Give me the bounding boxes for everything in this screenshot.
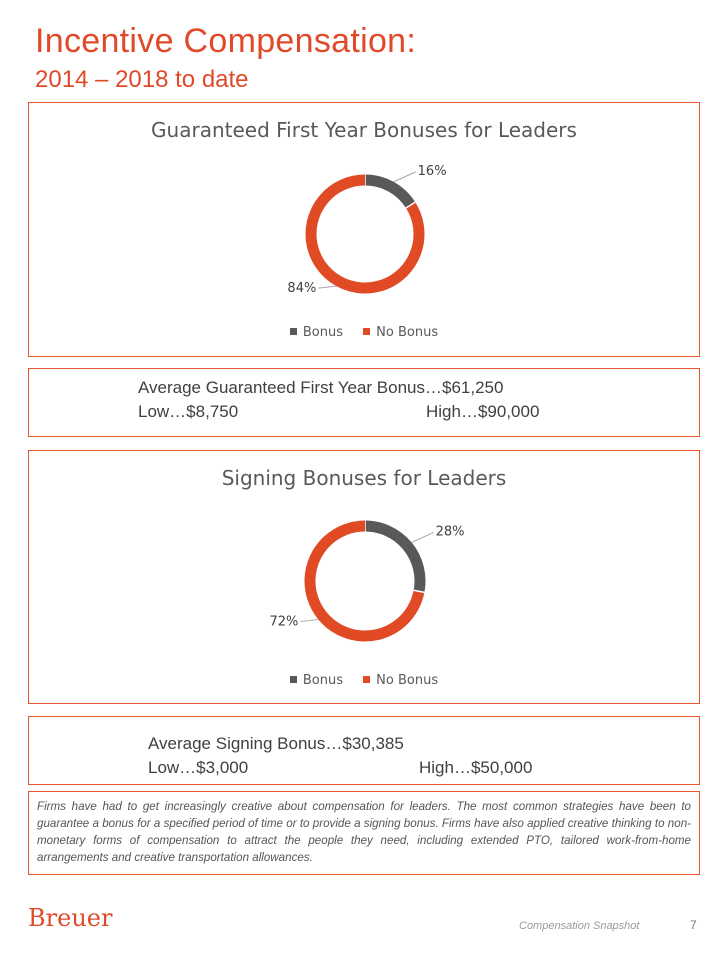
label-leader-line — [394, 172, 416, 182]
legend-label: Bonus — [302, 325, 344, 340]
legend-swatch — [290, 676, 297, 683]
data-label: 16% — [417, 163, 447, 179]
average-value: Average Guaranteed First Year Bonus…$61,250 — [138, 378, 504, 397]
legend-label: No Bonus — [376, 673, 439, 688]
page-subtitle: 2014 – 2018 to date — [35, 66, 249, 93]
legend-item-bonus — [290, 673, 343, 688]
label-leader-line — [300, 620, 318, 622]
donut-slice-bonus — [365, 526, 420, 591]
high-value: High…$90,000 — [426, 402, 540, 421]
data-label: 84% — [287, 281, 317, 297]
average-value: Average Signing Bonus…$30,385 — [148, 734, 404, 753]
chart-panel-signing — [28, 450, 700, 704]
label-leader-line — [318, 286, 336, 288]
note-text: Firms have had to get increasingly creative about compensation for leaders. The most common strategies have been to guarantee a bonus for a specified period of time or to provide a signing bonus. Firms have also applied creative thinking to non-monetary forms of compensation to attract the people they need, including extended PTO, tailored work-from-home arrangements and creative transportation allowances. — [37, 800, 691, 864]
legend-item-no-bonus — [363, 325, 438, 340]
page-number: 7 — [690, 918, 697, 932]
brand-logo: Breuer — [28, 904, 113, 932]
donut-chart — [29, 103, 701, 358]
data-label: 28% — [435, 524, 465, 540]
legend-label: Bonus — [302, 673, 344, 688]
chart-legend — [29, 325, 699, 340]
stats-panel-guaranteed — [28, 368, 700, 437]
low-value: Low…$8,750 — [138, 402, 239, 421]
donut-chart — [29, 451, 701, 705]
donut-slice-bonus — [365, 180, 411, 205]
page-title: Incentive Compensation: — [35, 22, 417, 60]
legend-swatch — [290, 328, 297, 335]
legend-item-bonus — [290, 325, 343, 340]
legend-item-no-bonus — [363, 673, 438, 688]
data-label: 72% — [269, 614, 299, 630]
high-value: High…$50,000 — [419, 758, 533, 777]
footer-caption: Compensation Snapshot — [519, 920, 640, 932]
chart-panel-guaranteed — [28, 102, 700, 357]
chart-title: Guaranteed First Year Bonuses for Leaders — [151, 118, 577, 142]
legend-swatch — [363, 328, 370, 335]
chart-title: Signing Bonuses for Leaders — [221, 466, 507, 490]
stats-panel-signing — [28, 716, 700, 785]
low-value: Low…$3,000 — [148, 758, 249, 777]
label-leader-line — [412, 532, 434, 542]
legend-swatch — [363, 676, 370, 683]
chart-legend — [29, 673, 699, 688]
note-panel — [28, 791, 700, 875]
legend-label: No Bonus — [376, 325, 439, 340]
